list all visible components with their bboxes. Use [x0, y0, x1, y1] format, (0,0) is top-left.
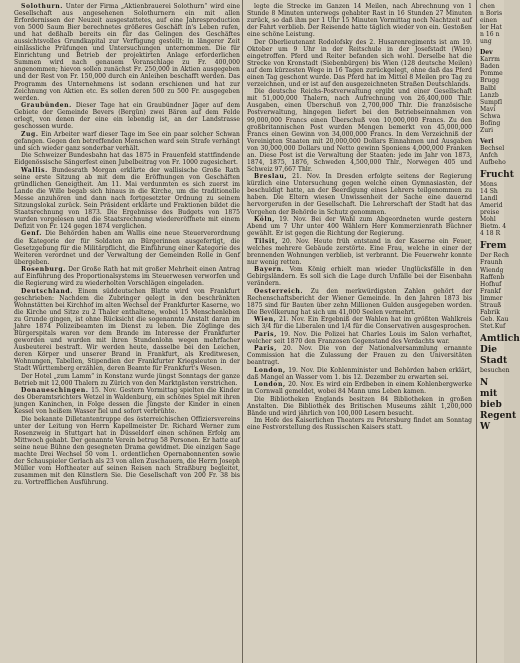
column-fragment-line: Amtlich: [480, 333, 520, 344]
article-text: 20. Nov. Die von der Nationalversammlung ernannte Commission hat die Zulassung der Frauen zu den Universitäten beantragt.: [247, 345, 472, 367]
article-paragraph: [247, 288, 472, 316]
article-paragraph: [14, 131, 240, 152]
article-paragraph: [247, 381, 472, 395]
article-paragraph: [14, 3, 240, 102]
column-fragment-line: Der Rech: [480, 252, 509, 260]
column-fragment-line: Zuri: [480, 126, 494, 134]
article-paragraph: [247, 396, 472, 417]
column-rule: [476, 0, 477, 663]
article-dateline: Paris,: [254, 330, 277, 338]
article-dateline: Breslau,: [254, 173, 288, 181]
column-fragment-line: Jimmer: [480, 294, 503, 302]
column-fragment-line: n 16 n: [480, 31, 500, 39]
article-dateline: Paris,: [254, 345, 277, 353]
column-fragment-line: chen: [480, 3, 495, 10]
article-text: 19. Nov. Die Polizei hat Charles Louis im Salon verhaftet, welcher seit 1870 den Franzosen Gegenstand des Verdachts war.: [247, 330, 473, 345]
column-fragment-line: n Boris: [480, 10, 503, 18]
column-fragment-line: Regent: [480, 410, 517, 421]
article-text: Der Große Rath hat mit großer Mehrheit einen Antrag auf Einführung des Proportionalsystems im Steuerwesen verworfen und die Regierung wird zu wiederholten Vorschlägen eingeladen.: [14, 266, 240, 288]
column-fragment-line: Brugg: [480, 77, 500, 85]
article-paragraph: [247, 367, 472, 381]
article-text: legte die Strecke im Ganzen 14 Meilen, nach Abrechnung von 1 Stunde 8 Minuten unterwegs gehabter Rast in 16 Stunden 27 Minuten zurück, so daß ihm per 1 Uhr 15 Minuten Vormittag noch Nachtzeit auf der Fahrt verblieb. Der Reisende hatte täglich wieder von ein. Gestoßen eine schöne Leistung.: [247, 3, 472, 39]
article-text: 19. Nov. Bei der Wahl zum Abgeordneten wurde gestern Abend um 7 Uhr unter 400 Wählern Herr Kommerzienrath Büchner gewählt. Er ist gegen die Richtung der Regierung.: [247, 215, 472, 238]
article-paragraph: [247, 173, 472, 215]
column-fragment-line: Frucht: [480, 170, 514, 181]
column-fragment-line: Dev: [480, 49, 493, 57]
column-fragment-line: Aufbeho: [480, 158, 506, 166]
article-text: Die Schweizer Bundesbahn hat das 1875 in Frauenfeld stattfindende Eidgenössische Sängerfest einen Jubelbeitrag von Fr. 1000 zugesichert.: [14, 152, 240, 167]
column-fragment-line: einen: [480, 17, 498, 25]
article-paragraph: [14, 266, 240, 287]
article-text: Die Bibliotheken Englands besitzen 84 Bibliotheken in großen Anstalten. Die Bibliothek des Britischen Museums zählt 1,200,000 Bände und wird jährlich von 100,000 Lesern besucht.: [247, 395, 472, 417]
article-dateline: Bayern.: [254, 266, 285, 274]
column-fragment-line: Fabrik: [480, 308, 500, 316]
article-dateline: Rosenburg.: [21, 266, 66, 274]
column-fragment-line: Baden: [480, 63, 500, 71]
column-fragment-line: Lanzb: [480, 91, 499, 99]
column-fragment-line: Mavi: [480, 105, 496, 113]
article-paragraph: [14, 288, 240, 373]
column-fragment-line: 14 Sh: [480, 188, 498, 196]
column-fragment-line: Hofhuf: [480, 280, 502, 288]
article-text: Der Hotel „zum Lamm“ in Konstanz wurde jüngst Sonntags der ganze Betrieb mit 12,000 Thalern zu Zürich von den Marktgästen verstrichen.: [14, 372, 240, 387]
column-fragment-line: Bietm. 4: [480, 223, 507, 231]
column-fragment-line: Frem: [480, 241, 507, 252]
article-paragraph: [247, 88, 472, 173]
left-column: [14, 3, 240, 659]
article-text: Die deutsche Reichs-Postverwaltung ergibt und einer Gesellschaft mit 51,000,000 Thalern, nach Aufrechnung von 26,400,000 Thlr. Ausgaben, einen Überschuß von 2,700,000 Thlr. Die französische Postverwaltung, hingegen liefert bei den Betriebseinnahmen von 99,000,000 Francs einen Überschuß von 10,000,000 Francs. Zu den großbritannischen Post wurden Mengen bemerkt von 45,000,000 Francs einen Gewinn von 34,000,000 Francs. In dem Verzeichniß der Vereinigten Staaten mit 20,000,000 Dollars Einnahmen und Ausgaben von 30,000,000 Dollars und Netto gewinn Sponiens 4,000,000 Franken an. Diese Post ist die Verwaltung der Staaten: jede im Jahr von 1873, 1874, 1875, 1876, Schweden 4,500,000 Thlr., Norwegen 405 und Schweiz 97,667 Thlr.: [247, 88, 472, 173]
article-text: Die Behörden haben am Wallis eine neue Steuerverordnung die Kategorie der für Soldaten an Bürgerinnen ausgefertigt, die Gesetzgebung für die Militärpflicht, die Einführung einer Kategorie des Weiteren verordnet und der Verwaltung der Gemeinden Rolle in Genf übergeben.: [14, 230, 240, 266]
column-fragment-line: Bechsel: [480, 144, 505, 152]
column-fragment-line: Pomme: [480, 70, 503, 78]
article-text: Der Oberlieutenant Rodolofsky des 2. Husarenregiments ist am 19. Oktober um 9 Uhr in der Reitschule in der Josefstadt (Wien) eingetroffen. Pferd und Reiter befanden sich wohl. Derselbe hat die Strecke von Kronstadt (Siebenbürgen) bis Wien (128 deutsche Meilen) auf dem kürzesten Wege in 16 Tagen zurückgelegt, ohne daß das Pferd einen Tag geschont wurde. Das Pferd hat im Mittel 8 Meilen pro Tag zu verzeichnen, und er ist auf den ausgezeichneten Straßen Deutschlands.: [247, 38, 472, 88]
column-fragment-line: Mons: [480, 181, 497, 189]
article-dateline: Solothurn.: [21, 3, 64, 10]
article-paragraph: [14, 152, 240, 166]
column-fragment-line: Mohl: [480, 216, 496, 224]
article-paragraph: [14, 387, 240, 415]
column-fragment-line: Geb. Kau: [480, 315, 509, 323]
article-text: 15. Nov. Gestern Vormittag spielten die Kinder des Oberamtsrichters Wetzel in Waldenburg, ein schönes Spiel mit ihren jungen Kaninchen, in Folge dessen die Jüngste der Kinder in einen Kessel von heißem Wasser fiel und sofort verbrühte.: [14, 387, 240, 416]
article-paragraph: [247, 316, 472, 330]
article-paragraph: [247, 3, 472, 38]
column-rule: [242, 0, 243, 663]
article-paragraph: [247, 345, 472, 366]
article-dateline: Deutschland.: [21, 287, 73, 295]
article-text: Vom König erhielt man wieder Unglücksfälle in den Gebirgsländern. Es soll sich die Lage durch Unfälle bei der Eisenbahn verändern.: [247, 266, 472, 288]
article-dateline: Wallis.: [21, 166, 48, 174]
column-fragment-line: Frankf: [480, 287, 501, 295]
article-dateline: Tilsit,: [254, 237, 278, 245]
column-fragment-line: Anfch: [480, 151, 498, 159]
article-paragraph: [247, 238, 472, 266]
right-column-fragment: [480, 3, 520, 659]
article-text: 21. Nov. In Dresden erfolgte seitens der Regierung kürzlich eine Untersuchung gegen welche einen Gymnasiasten, der beschuldigt hatte, an der Beerdigung eines Lehrers teilgenommen zu haben. Die Eltern wiesen Unwissenheit der Sache eine dauernd hervorgerufen in der Gesellschaft. Die Lehrerschaft der Stadt hat das Vorgehen der Behörde in Schutz genommen.: [247, 173, 473, 216]
article-dateline: Donaueschingen.: [21, 387, 89, 395]
article-text: Bundesrath Morgan erklärte der wallisische Große Rath seine erste Sitzung ab mit dem die Eröffnungen von Geschäften gründlichen Geneigtheit. Am 11. Mai verdunmten es sich zuerst im Lande die Wille begab sich hinaus in die Kirche, um die traditionelle Messe anzuhören und dann nach fortgesetzter Ordnung zu seinem Sitzungslokal zurück. Sein Präsident erklärte und Fraktionen bildet die Staatsrechnung von 1873. Die Ergebnisse des Budgets von 1875 wurden vorgelesen und die Staatsrechnung wiedereröffnete mit einem Defizit von Fr. 124 gegen 1874 verglichen.: [14, 166, 240, 231]
column-fragment-line: Stadt: [480, 355, 508, 366]
column-fragment-line: bieb: [480, 399, 502, 410]
article-dateline: Köln,: [254, 215, 275, 223]
article-dateline: London,: [254, 366, 286, 374]
article-text: Zu den merkwürdigsten Zahlen gehört der Rechenschaftsbericht der Wiener Gemeinde. In den Jahren 1873 bis 1875 sind für Bauten über zehn Millionen Gulden ausgegeben worden. Die Bevölkerung hat sich um 41,000 Seelen vermehrt.: [247, 287, 473, 316]
article-paragraph: [14, 167, 240, 230]
column-fragment-line: Raffenb: [480, 273, 505, 281]
column-fragment-line: Stet.Kuf: [480, 322, 506, 330]
article-text: Ein Arbeiter warf dieser Tage im See ein paar solcher Schwan gefangen. Gegen den betreffenden Menschen ward sein Strafe verhängt und sich wieder ganz sonderbar verhält.: [14, 130, 240, 152]
article-text: 20. Nov. Es wird ein Erdbeben in einem Kohlenbergwerke in Cornwall gemeldet, wobei 84 Mann ums Leben kamen.: [247, 381, 472, 396]
article-paragraph: [247, 266, 472, 287]
column-fragment-line: ung: [480, 38, 492, 46]
column-fragment-line: N: [480, 377, 489, 388]
article-paragraph: [247, 417, 472, 431]
article-text: 20. Nov. Heute früh entstand in der Kaserne ein Feuer, welches mehrere Gebäude zerstörte. Eine Frau, welche in einer der brennenden Wohnungen verblieb, ist verbrannt. Die Feuerwehr konnte nur wenig retten.: [247, 237, 472, 266]
article-text: Dieser Tage hat ein Graubündner Jäger auf dem Gebiete der Gemeinde Bevers (Bergün) zwei Bären auf dem Felde erlegt, von denen der eine ein lebendig ist, an der Landstrasse geschossen wurde.: [14, 102, 241, 131]
article-text: Im Hofe des Kaiserlichen Theaters zu Petersburg findet am Sonntag eine Festvorstellung des Russischen Kaisers statt.: [247, 417, 472, 432]
column-fragment-line: Balbl: [480, 84, 496, 92]
column-fragment-line: Strauß: [480, 301, 502, 309]
article-text: 19. Nov. Die Kohlenminister und Behörden haben erklärt, daß Mangel an Wasser vom 1. bis 12. Dezember zu erwarten sei.: [247, 366, 472, 381]
article-dateline: Wien,: [254, 316, 277, 324]
column-fragment-line: preise: [480, 209, 500, 217]
column-fragment-line: mit: [480, 388, 498, 399]
column-fragment-line: besuchen: [480, 366, 510, 374]
article-paragraph: [14, 416, 240, 486]
article-paragraph: [247, 216, 472, 237]
article-text: Unter der Firma „Aktienbrauerei Solothurn“ wird eine Gesellschaft aus angesehenen Solothurnern ein mit allen Erfordernissen der Neuzeit ausgestattetes, auf eine Jahresproduction von 5000 Saum Bier berechnetes größeres Geschäft in's Leben rufen, und hat deßhalb bereits ein für das Gelingen des Geschäftes aussichtsvolles Grundkapital zur Verfügung gestellt; in längerer Zeit einlässliche Prüfungen und Untersuchungen unternommen. Die für Einrichtung und Betrieb der projektirten Anlage erforderlichen Summen wird nach genauem Voranschlage zu Fr. 400,000 angenommen; hievon sollen zunächst Fr. 250,000 in Aktien ausgegeben und der Rest von Fr. 150,000 durch ein Anleihen beschafft werden. Das Programm des Unternehmens ist sodann erschienen und hat zur Zeichnung von Aktien etc. Es sollen deren 500 zu 500 Fr. ausgegeben werden.: [14, 3, 240, 102]
column-fragment-line: Bofing: [480, 119, 501, 127]
article-dateline: Genf.: [21, 230, 42, 238]
column-fragment-line: ler Hat: [480, 24, 502, 32]
article-dateline: Graubünden.: [21, 102, 72, 110]
article-dateline: Zug.: [21, 130, 39, 138]
column-fragment-line: 4 18 R: [480, 230, 501, 238]
article-paragraph: [14, 373, 240, 387]
article-text: Einem süddeutschen Blatte wird von Frankfurt geschrieben: Nachdem die Zubringer gelegt in den beschränkten Wohnstätten bei Kirchhof im alten Wechsel der Frankfurter Kaserne, wo die Kirche und Sitze zu 2 Thaler enthaltene, wobei 15 Menschenleben zu Grunde gingen, ist ohne Rücksicht die sogenannte Anstalt daran im Jahre 1874 Polizeibeamten im Dienst zu leben. Die Zöglinge des Bürgerspitals waren vor dem Brande im Interesse der Frankfurter geworden und wurden mit ihren Stundenlohn wegen mehrfacher Ausbeuterei bestraft. Wir werden heute, dasselbe bei den Leichen, deren Körper und unserer Brand in Frankfurt, als Kreditwesen, Wohnungen, Tabellen, Stipendien der Frankfurter Kriegsleuten in der Stadt Württemberg erzählen, deren Beamte für Frankfurt's Wesen.: [14, 287, 240, 373]
article-text: 21. Nov. Ein Ergebniß der Wahlen hat im größten Wahlkreis sich 3/4 für die Liberalen und 1/4 für die Conservativen ausgesprochen.: [247, 316, 472, 331]
article-dateline: Oesterreich.: [254, 287, 304, 295]
middle-column: [247, 3, 472, 659]
column-fragment-line: Sumpfl: [480, 98, 503, 106]
column-fragment-line: Die: [480, 344, 498, 355]
article-dateline: London,: [254, 381, 286, 389]
column-fragment-line: Schwa: [480, 112, 501, 120]
article-paragraph: [14, 102, 240, 130]
column-fragment-line: Landl: [480, 195, 498, 203]
column-fragment-line: Wiendg: [480, 266, 504, 274]
column-fragment-line: Karrm: [480, 56, 500, 64]
article-paragraph: [247, 39, 472, 88]
column-fragment-line: Amerid: [480, 202, 503, 210]
article-paragraph: [247, 331, 472, 345]
column-fragment-line: W: [480, 421, 491, 432]
article-paragraph: [14, 230, 240, 265]
column-fragment-line: Fraunh: [480, 259, 503, 267]
column-fragment-line: Veri: [480, 137, 494, 145]
article-text: Die bekannte Dilletantentruppe des österreichischen Offiziersvereins unter der Leitung von Herrn Kapellmeister Dr. Richard Werner zum Rosenzweig in Stuttgart hat in Düsseldorf einen schönen Erfolg am Mittwoch gehabt. Der genannte Verein betrug 58 Personen. Er hatte auf seine neue Bühne den gesegneten Drama gewidmet. Die einzigen Sage machte Drei Wechsel 50 vom 1. ordentlichen Opernabonnenten sowie der Schauspieler Gerlach als 23 von allen Zuschauern, die Herrn Joseph Müller vom Hoftheater auf seinen Reisen nach Straßburg begleitet, zusammen mit den Künstlern Sie. Die Gesellschaft von 200 Fr. 38 bis zu. Vortrefflichen Ausführung.: [14, 415, 240, 487]
